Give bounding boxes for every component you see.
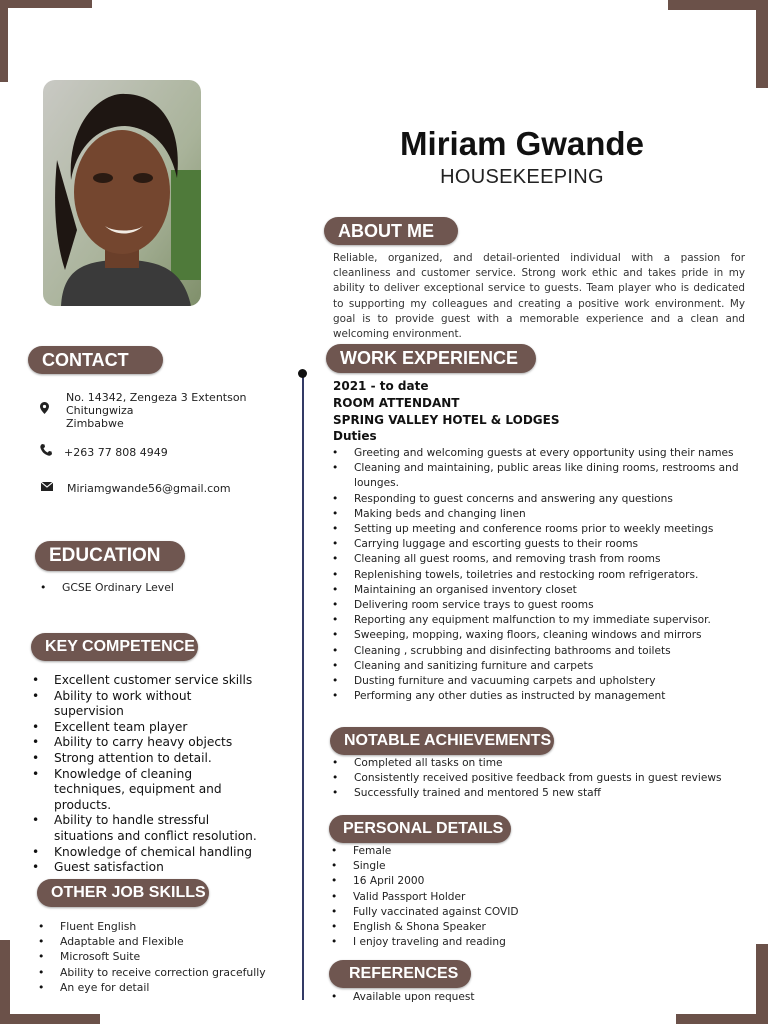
corner-top-left [0,0,92,8]
references-heading [329,960,471,988]
list-item: • Performing any other duties as instructed by management [354,689,739,704]
corner-top-right [668,0,768,10]
references-list [353,990,653,1005]
list-item: • Delivering room service trays to guest rooms [354,598,739,613]
job-title: HOUSEKEEPING [440,166,604,188]
about-text: Reliable, organized, and detail-oriented individual with a passion for cleanliness and customer service. Strong work ethic and takes pride in my ability to deliver exceptional service to guests. Team player who is dedicated to supporting my colleagues and creating a positive work environment. My goal is to provide guest with a memorable experience and a clean and welcoming environment. [333,252,745,341]
list-item: • GCSE Ordinary Level [62,580,174,595]
list-item: • Cleaning and maintaining, public areas like dining rooms, restrooms and lounges. [354,461,739,491]
list-item: • Consistently received positive feedback from guests in guest reviews [354,771,739,786]
list-item: • 16 April 2000 [353,874,653,889]
list-item: • Available upon request [353,990,653,1005]
work-period: 2021 - to date [333,379,429,393]
corner-bottom-right-side [756,944,768,1024]
list-item: • Fluent English [60,919,280,934]
list-item: • Making beds and changing linen [354,507,739,522]
list-item: • Responding to guest concerns and answering any questions [354,492,739,507]
candidate-name: Miriam Gwande [400,125,644,162]
achievements-list [354,756,739,802]
list-item: • Female [353,844,653,859]
address-line-3: Zimbabwe [66,417,124,430]
list-item: • Excellent customer service skills [54,673,264,689]
competence-heading-label: KEY COMPETENCE [45,638,195,655]
corner-top-left-side [0,0,8,82]
work-heading [326,344,536,373]
contact-heading-label: CONTACT [42,349,129,370]
list-item: • Dusting furniture and vacuuming carpets and upholstery [354,674,739,689]
work-position: ROOM ATTENDANT [333,395,460,410]
other-skills-heading-label: OTHER JOB SKILLS [51,884,206,901]
education-heading-label: EDUCATION [49,545,161,566]
competence-list [54,673,264,876]
list-item: • Knowledge of cleaning techniques, equipment and products. [54,767,264,814]
competence-heading [31,633,198,661]
corner-bottom-left [0,1014,100,1024]
list-item: • Greeting and welcoming guests at every opportunity using their names [354,446,739,461]
work-employer: SPRING VALLEY HOTEL & LODGES [333,412,560,427]
list-item: • Adaptable and Flexible [60,934,280,949]
list-item: • Ability to work without supervision [54,689,264,720]
list-item: • Sweeping, mopping, waxing floors, cleaning windows and mirrors [354,628,739,643]
contact-email[interactable]: Miriamgwande56@gmail.com [67,482,231,495]
contact-heading [28,346,163,374]
references-heading-label: REFERENCES [349,965,459,982]
other-skills-list [60,919,280,995]
corner-top-right-side [756,0,768,88]
list-item: • Excellent team player [54,720,264,736]
list-item: • Ability to handle stressful situations and conflict resolution. [54,813,264,844]
list-item: • Microsoft Suite [60,949,280,964]
corner-bottom-right [676,1014,768,1024]
other-skills-heading [37,879,209,907]
profile-photo [43,80,201,306]
achievements-heading [330,727,554,755]
address-line-1: No. 14342, Zengeza 3 Extentson [66,391,247,404]
list-item: • Fully vaccinated against COVID [353,905,653,920]
list-item: • Ability to carry heavy objects [54,735,264,751]
email-icon [41,481,53,494]
work-heading-label: WORK EXPERIENCE [340,348,519,368]
corner-bottom-left-side [0,940,10,1024]
education-heading [35,541,185,571]
list-item: • Cleaning all guest rooms, and removing trash from rooms [354,552,739,567]
duties-list [354,446,739,704]
achievements-heading-label: NOTABLE ACHIEVEMENTS [344,732,552,749]
contact-address [66,391,247,430]
timeline-line [302,374,304,1000]
list-item: • Successfully trained and mentored 5 new staff [354,786,739,801]
timeline-dot [298,369,307,378]
list-item: • Completed all tasks on time [354,756,739,771]
list-item: • Setting up meeting and conference rooms prior to weekly meetings [354,522,739,537]
education-list [62,580,174,595]
about-heading [324,217,458,245]
list-item: • Carrying luggage and escorting guests to their rooms [354,537,739,552]
list-item: • Valid Passport Holder [353,890,653,905]
list-item: • English & Shona Speaker [353,920,653,935]
list-item: • Cleaning and sanitizing furniture and carpets [354,659,739,674]
list-item: • Cleaning , scrubbing and disinfecting bathrooms and toilets [354,644,739,659]
list-item: • An eye for detail [60,980,280,995]
list-item: • Single [353,859,653,874]
list-item: • Replenishing towels, toiletries and restocking room refrigerators. [354,568,739,583]
list-item: • Strong attention to detail. [54,751,264,767]
phone-icon [40,444,52,459]
contact-phone[interactable]: +263 77 808 4949 [64,446,168,459]
list-item: • I enjoy traveling and reading [353,935,653,950]
location-pin-icon [40,402,49,417]
personal-heading-label: PERSONAL DETAILS [343,820,504,837]
personal-list [353,844,653,950]
personal-heading [329,815,511,843]
list-item: • Reporting any equipment malfunction to my immediate supervisor. [354,613,739,628]
work-entry-header [333,378,560,445]
address-line-2: Chitungwiza [66,404,134,417]
duties-label: Duties [333,429,377,444]
list-item: • Ability to receive correction gracefully [60,965,280,980]
list-item: • Guest satisfaction [54,860,264,876]
list-item: • Knowledge of chemical handling [54,845,264,861]
about-heading-label: ABOUT ME [338,220,434,241]
list-item: • Maintaining an organised inventory closet [354,583,739,598]
